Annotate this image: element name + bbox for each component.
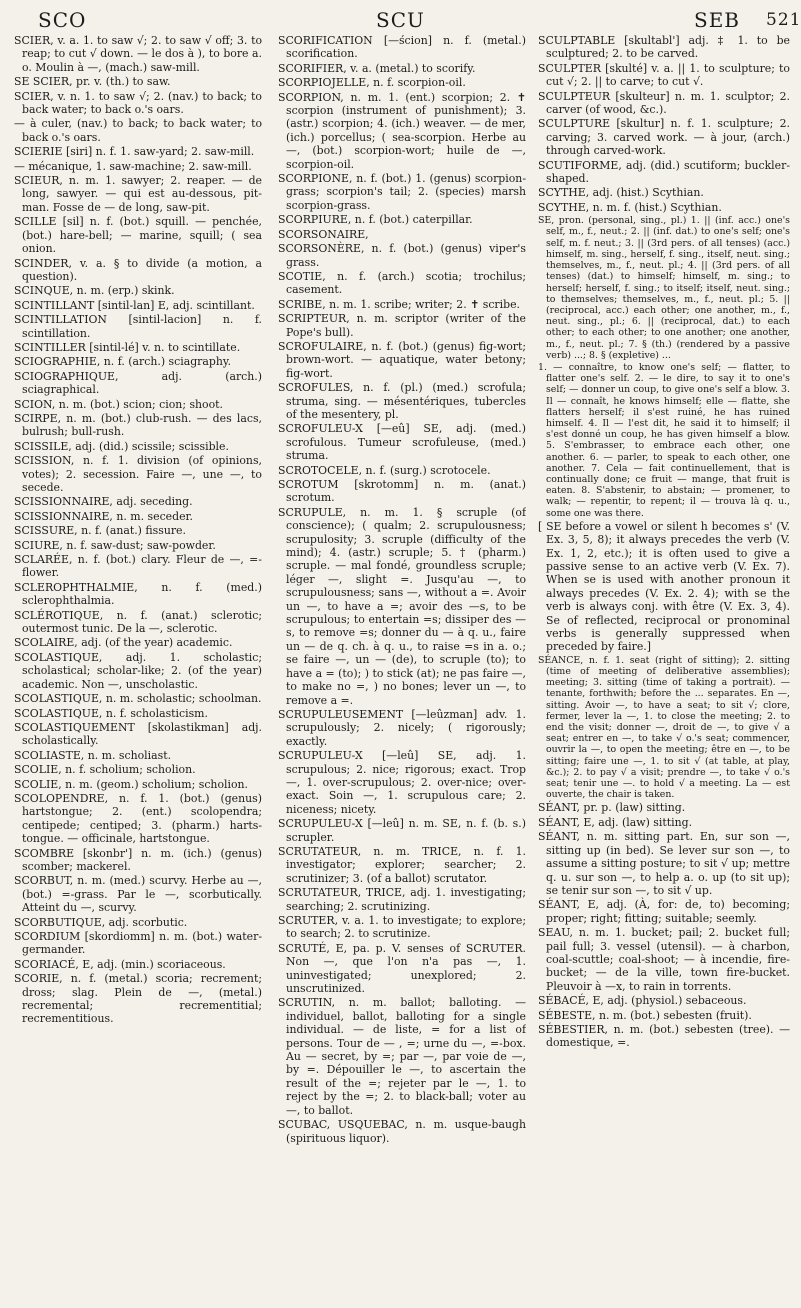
dictionary-entry: SCORPIOJELLE, n. f. scorpion-oil.	[278, 76, 466, 90]
header-left-guide-word: SCO	[38, 8, 87, 32]
dictionary-entry: SCLEROPHTHALMIE, n. f. (med.) sclerophthalmia.	[14, 580, 262, 608]
dictionary-entry: — mécanique, 1. saw-machine; 2. saw-mill.	[14, 159, 252, 173]
dictionary-entry: SCROTUM [skrotomm] n. m. (anat.) scrotum.	[278, 478, 526, 505]
dictionary-entry: SCORSONÈRE, n. f. (bot.) (genus) viper's grass.	[278, 242, 526, 269]
dictionary-entry: SCRIBE, n. m. 1. scribe; writer; 2. ✝ scribe.	[278, 297, 521, 311]
dictionary-entry: SCRUTATEUR, n. m. TRICE, n. f. 1. investigator; explorer; searcher; 2. scrutinizer; 3. (of a ballot) scrutator.	[278, 844, 526, 885]
dictionary-entry: SCISSIONNAIRE, n. m. seceder.	[14, 509, 194, 523]
dictionary-entry: SCRUPULEU-X [—leû] n. m. SE, n. f. (b. s.) scrupler.	[278, 817, 526, 844]
dictionary-entry: SCORBUT, n. m. (med.) scurvy. Herbe au —, (bot.) =-grass. Par le —, scorbutically. Atteint du —, scurvy.	[14, 874, 262, 915]
dictionary-entry: SE SCIER, pr. v. (th.) to saw.	[14, 75, 171, 89]
dictionary-entry: SCRUTÉ, E, pa. p. V. senses of SCRUTER. Non —, que l'on n'a pas —, 1. uninvestigated; unexplored; 2. unscrutinized.	[278, 941, 526, 996]
dictionary-entry: SCRUPULEU-X [—leû] SE, adj. 1. scrupulous; 2. nice; rigorous; exact. Trop —, 1. over-scrupulous; 2. over-nice; over-exact. Soin —, 1. scrupulous care; 2. niceness; nicety.	[278, 749, 526, 816]
dictionary-entry: SCRUPULEUSEMENT [—leûzman] adv. 1. scrupulously; 2. nicely; ( rigorously; exactly.	[278, 707, 526, 748]
dictionary-entry: SCOTIE, n. f. (arch.) scotia; trochilus; casement.	[278, 269, 526, 297]
dictionary-entry: SÉANT, E, adj. (À, for: de, to) becoming; proper; right; fitting; suitable; seemly.	[538, 898, 790, 925]
dictionary-entry: SCLÉROTIQUE, n. f. (anat.) sclerotic; outermost tunic. De la —, sclerotic.	[14, 608, 262, 636]
dictionary-entry: SCILLE [sil] n. f. (bot.) squill. — penchée, (bot.) hare-bell; — marine, squill; ( sea onion.	[14, 215, 262, 256]
dictionary-entry: SCRUPULE, n. m. 1. § scruple (of conscience); ( qualm; 2. scrupulousness; scrupulosity; 3. scruple (difficulty of the mind); 4. (astr.) scruple; 5. † (pharm.) scruple. — mal fondé, groundless scruple; léger —, slight =. Jusqu'au —, to scrupulousness; sans —, without a =. Avoir un —, to have a =; avoir des —s, to be scrupulous; to entertain =s; dissiper des —s, to remove =s; donner du — à q. u., faire un — de q. ch. à q. u., to raise =s in a. o.; se faire —, un — (de), to scruple (to); to have a = (to); ) to stick (at); ne pas faire —, to make no =, ) no bones; lever un —, to remove a =.	[278, 505, 526, 707]
dictionary-entry: SCISSURE, n. f. (anat.) fissure.	[14, 524, 186, 538]
dictionary-entry: SCRIPTEUR, n. m. scriptor (writer of the Pope's bull).	[278, 312, 526, 339]
dictionary-entry: SÉBESTIER, n. m. (bot.) sebesten (tree). — domestique, =.	[538, 1022, 790, 1050]
dictionary-entry: SCINQUE, n. m. (erp.) skink.	[14, 284, 175, 298]
dictionary-entry: SCYTHE, n. m. f. (hist.) Scythian.	[538, 200, 722, 214]
dictionary-entry: SCINDER, v. a. § to divide (a motion, a question).	[14, 256, 262, 283]
dictionary-entry: SCORIE, n. f. (metal.) scoria; recrement; dross; slag. Plein de —, (metal.) recremental; recrementitial; recrementitious.	[14, 972, 262, 1026]
dictionary-entry: SCROTOCELE, n. f. (surg.) scrotocele.	[278, 463, 491, 477]
dictionary-entry: SCOLAIRE, adj. (of the year) academic.	[14, 636, 233, 650]
dictionary-entry: SÉANT, pr. p. (law) sitting.	[538, 801, 686, 815]
dictionary-entry: SCULPTEUR [skulteur] n. m. 1. sculptor; 2. carver (of wood, &c.).	[538, 89, 790, 117]
dictionary-entry: SCRUTIN, n. m. ballot; balloting. — individuel, ballot, balloting for a single individual. — de liste, = for a list of persons. Tour de — , =; urne du —, =-box. Au — secret, by =; par —, par voie de —, by =. Dépouiller le —, to ascertain the result of the =; rejeter par le —, 1. to reject by the =; 2. to black-ball; voter au —, to ballot.	[278, 996, 526, 1117]
dictionary-entry: SCORPION, n. m. 1. (ent.) scorpion; 2. ✝ scorpion (instrument of punishment); 3. (astr.) scorpion; 4. (ich.) weaver. — de mer, (ich.) porcellus; ( sea-scorpion. Herbe au —, (bot.) scorpion-wort; huile de —, scorpion-oil.	[278, 90, 526, 171]
dictionary-entry: SCOLIE, n. f. scholium; scholion.	[14, 763, 196, 777]
dictionary-entry: SÉBESTE, n. m. (bot.) sebesten (fruit).	[538, 1008, 752, 1022]
dictionary-entry: SCORSONAIRE,	[278, 227, 369, 241]
dictionary-column-left	[14, 34, 262, 1300]
dictionary-entry: SCULPTURE [skultur] n. f. 1. sculpture; 2. carving; 3. carved work. — à jour, (arch.) through carved-work.	[538, 117, 790, 158]
dictionary-entry: SCORBUTIQUE, adj. scorbutic.	[14, 915, 188, 929]
dictionary-entry: SÉANT, n. m. sitting part. En, sur son —, sitting up (in bed). Se lever sur son —, to assume a sitting posture; to sit √ up; mettre q. u. sur son —, to help a. o. up (to sit up); se tenir sur son —, to sit √ up.	[538, 830, 790, 897]
dictionary-entry: SCOLOPENDRE, n. f. 1. (bot.) (genus) hartstongue; 2. (ent.) scolopendra; centipede; centiped; 3. (pharm.) harts-tongue. — officinale, hartstongue.	[14, 791, 262, 846]
dictionary-entry: SCINTILLANT [sintil-lan] E, adj. scintillant.	[14, 298, 255, 312]
dictionary-entry: SCION, n. m. (bot.) scion; cion; shoot.	[14, 397, 224, 411]
dictionary-entry: [ SE before a vowel or silent h becomes s' (V. Ex. 3, 5, 8); it always precedes the verb (V. Ex. 1, 2, etc.); it is often used to give a passive sense to an active verb (V. Ex. 7). When se is used with another pronoun it always precedes (V. Ex. 2. 4); with se the verb is always conj. with être (V. Ex. 3, 4). Se of reflected, reciprocal or pronominal verbs is generally suppressed when preceded by faire.]	[538, 519, 790, 654]
dictionary-entry: 1. — connaître, to know one's self; — flatter, to flatter one's self. 2. — le dire, to say it to one's self; — donner un coup, to give one's self a blow. 3. Il — connaît, he knows himself; elle — flatte, she flatters herself; il s'est ruiné, he has ruined himself. 4. Il — l'est dit, he said it to himself; il s'est donné un coup, he has given himself a blow. 5. S'embrasser, to embrace each other, one another. 6. — parler, to speak to each other, one another. 7. Cela — fait continuellement, that is continually done; ce fruit — mange, that fruit is eaten. 8. S'abstenir, to abstain; — promener, to walk; — repentir, to repent; il — trouva là q. u., some one was there.	[538, 361, 790, 519]
dictionary-entry: SCORIFIER, v. a. (metal.) to scorify.	[278, 61, 476, 75]
dictionary-entry: SCLARÉE, n. f. (bot.) clary. Fleur de —, =-flower.	[14, 553, 262, 580]
dictionary-entry: SCORPIURE, n. f. (bot.) caterpillar.	[278, 213, 473, 227]
dictionary-entry: SCORIACÉ, E, adj. (min.) scoriaceous.	[14, 957, 226, 971]
dictionary-entry: SCUBAC, USQUEBAC, n. m. usque-baugh (spirituous liquor).	[278, 1118, 526, 1145]
dictionary-entry: SCOMBRE [skonbr'] n. m. (ich.) (genus) scomber; mackerel.	[14, 846, 262, 873]
dictionary-entry: SCIER, v. n. 1. to saw √; 2. (nav.) to back; to back water; to back o.'s oars.	[14, 89, 262, 117]
dictionary-entry: SCINTILLER [sintil-lé] v. n. to scintillate.	[14, 340, 241, 354]
dictionary-entry: SÉANCE, n. f. 1. seat (right of sitting); 2. sitting (time of meeting of deliberative assemblies); meeting; 3. sitting (time of taking a portrait). — tenante, forthwith; before the ... separates. En —, sitting. Avoir —, to have a seat; to sit √; clore, fermer, lever la —, 1. to close the meeting; 2. to end the visit; donner —, droit de —, to give √ a seat; entrer en —, to take √ o.'s seat; commencer, ouvrir la —, to open the meeting; être en —, to be sitting; faire une —, 1. to sit √ (at table, at play, &c.); 2. to pay √ a visit; prendre —, to take √ o.'s seat; tenir une —. to hold √ a meeting. La — est ouverte, the chair is taken.	[538, 654, 790, 801]
dictionary-entry: SCISSION, n. f. 1. division (of opinions, votes); 2. secession. Faire —, une —, to secede.	[14, 454, 262, 494]
dictionary-entry: SCORPIONE, n. f. (bot.) 1. (genus) scorpion-grass; scorpion's tail; 2. (species) marsh scorpion-grass.	[278, 172, 526, 212]
dictionary-entry: SÉANT, E, adj. (law) sitting.	[538, 815, 693, 829]
dictionary-entry: SCYTHE, adj. (hist.) Scythian.	[538, 186, 704, 200]
dictionary-entry: SCULPTER [skulté] v. a. || 1. to sculpture; to cut √; 2. || to carve; to cut √.	[538, 61, 790, 89]
dictionary-entry: SCOLIE, n. m. (geom.) scholium; scholion.	[14, 777, 248, 791]
dictionary-entry: SCROFULEU-X [—eû] SE, adj. (med.) scrofulous. Tumeur scrofuleuse, (med.) struma.	[278, 422, 526, 463]
dictionary-entry: SCUTIFORME, adj. (did.) scutiform; buckler-shaped.	[538, 158, 790, 186]
dictionary-entry: SCORDIUM [skordiomm] n. m. (bot.) water-germander.	[14, 930, 262, 957]
dictionary-entry: SCRUTER, v. a. 1. to investigate; to explore; to search; 2. to scrutinize.	[278, 914, 526, 941]
dictionary-entry: SCOLASTIQUE, n. m. scholastic; schoolman.	[14, 692, 262, 706]
dictionary-entry: — à culer, (nav.) to back; to back water; to back o.'s oars.	[14, 117, 262, 144]
dictionary-entry: SCOLASTIQUE, n. f. scholasticism.	[14, 706, 208, 720]
dictionary-entry: SCOLASTIQUEMENT [skolastikman] adj. scholastically.	[14, 720, 262, 748]
page-number: 521	[766, 10, 801, 30]
dictionary-entry: SCINTILLATION [sintil-lacion] n. f. scintillation.	[14, 313, 262, 340]
dictionary-entry: SÉBACÉ, E, adj. (physiol.) sebaceous.	[538, 994, 747, 1008]
dictionary-entry: SE, pron. (personal, sing., pl.) 1. || (inf. acc.) one's self, m., f., neut.; 2. || (inf. dat.) to one's self; one's self, m. f. neut.; 3. || (3rd pers. of all tenses) (acc.) himself, m. sing., herself, f. sing., itself, neut. sing.; themselves, m., f., neut. pl.; 4. || (3rd pers. of all tenses) (dat.) to himself; himself, m. sing.; to herself; herself, f. sing.; to itself; itself, neut. sing.; to themselves; themselves, m., f., neut. pl.; 5. || (reciprocal, acc.) each other; one another, m., f., neut. sing., pl.; 6. || (reciprocal, dat.) to each other; to each other; to one another; one another, m., f., neut. pl.; 7. § (th.) (rendered by a passive verb) ...; 8. § (expletive) ...	[538, 215, 790, 361]
dictionary-entry: SCISSILE, adj. (did.) scissile; scissible.	[14, 439, 229, 453]
dictionary-entry: SCIEUR, n. m. 1. sawyer; 2. reaper. — de long, sawyer. — qui est au-dessous, pit-man. Fosse de — de long, saw-pit.	[14, 174, 262, 214]
header-right-guide-word: SEB	[694, 8, 740, 32]
dictionary-entry: SCIER, v. a. 1. to saw √; 2. to saw √ off; 3. to reap; to cut √ down. — le dos à ), to bore a. o. Moulin à —, (mach.) saw-mill.	[14, 34, 262, 74]
dictionary-entry: SCROFULAIRE, n. f. (bot.) (genus) fig-wort; brown-wort. — aquatique, water betony; fig-wort.	[278, 339, 526, 380]
dictionary-entry: SCRUTATEUR, TRICE, adj. 1. investigating; searching; 2. scrutinizing.	[278, 886, 526, 913]
dictionary-entry: SCROFULES, n. f. (pl.) (med.) scrofula; struma, sing. — mésentériques, tubercles of the mesentery, pl.	[278, 381, 526, 421]
dictionary-column-right	[538, 34, 790, 1300]
dictionary-entry: SCIOGRAPHIE, n. f. (arch.) sciagraphy.	[14, 355, 232, 369]
dictionary-entry: SCIURE, n. f. saw-dust; saw-powder.	[14, 538, 216, 552]
dictionary-entry: SCISSIONNAIRE, adj. seceding.	[14, 495, 193, 509]
dictionary-entry: SCOLIASTE, n. m. scholiast.	[14, 748, 172, 762]
page-header	[0, 8, 801, 32]
dictionary-column-middle	[278, 34, 526, 1300]
header-center-guide-word: SCU	[376, 8, 425, 32]
dictionary-entry: SCIRPE, n. m. (bot.) club-rush. — des lacs, bulrush; bull-rush.	[14, 411, 262, 439]
dictionary-entry: SCORIFICATION [—ścion] n. f. (metal.) scorification.	[278, 34, 526, 61]
dictionary-entry: SCIERIE [siri] n. f. 1. saw-yard; 2. saw-mill.	[14, 145, 255, 159]
dictionary-entry: SCOLASTIQUE, adj. 1. scholastic; scholastical; scholar-like; 2. (of the year) academic. Non —, unscholastic.	[14, 650, 262, 691]
dictionary-entry: SCULPTABLE [skultabl'] adj. ‡ 1. to be sculptured; 2. to be carved.	[538, 34, 790, 61]
dictionary-entry: SEAU, n. m. 1. bucket; pail; 2. bucket full; pail full; 3. vessel (utensil). — à charbon, coal-scuttle; coal-shoot; — à incendie, fire-bucket; — de la ville, town fire-bucket. Pleuvoir à —x, to rain in torrents.	[538, 926, 790, 993]
dictionary-entry: SCIOGRAPHIQUE, adj. (arch.) sciagraphical.	[14, 369, 262, 397]
